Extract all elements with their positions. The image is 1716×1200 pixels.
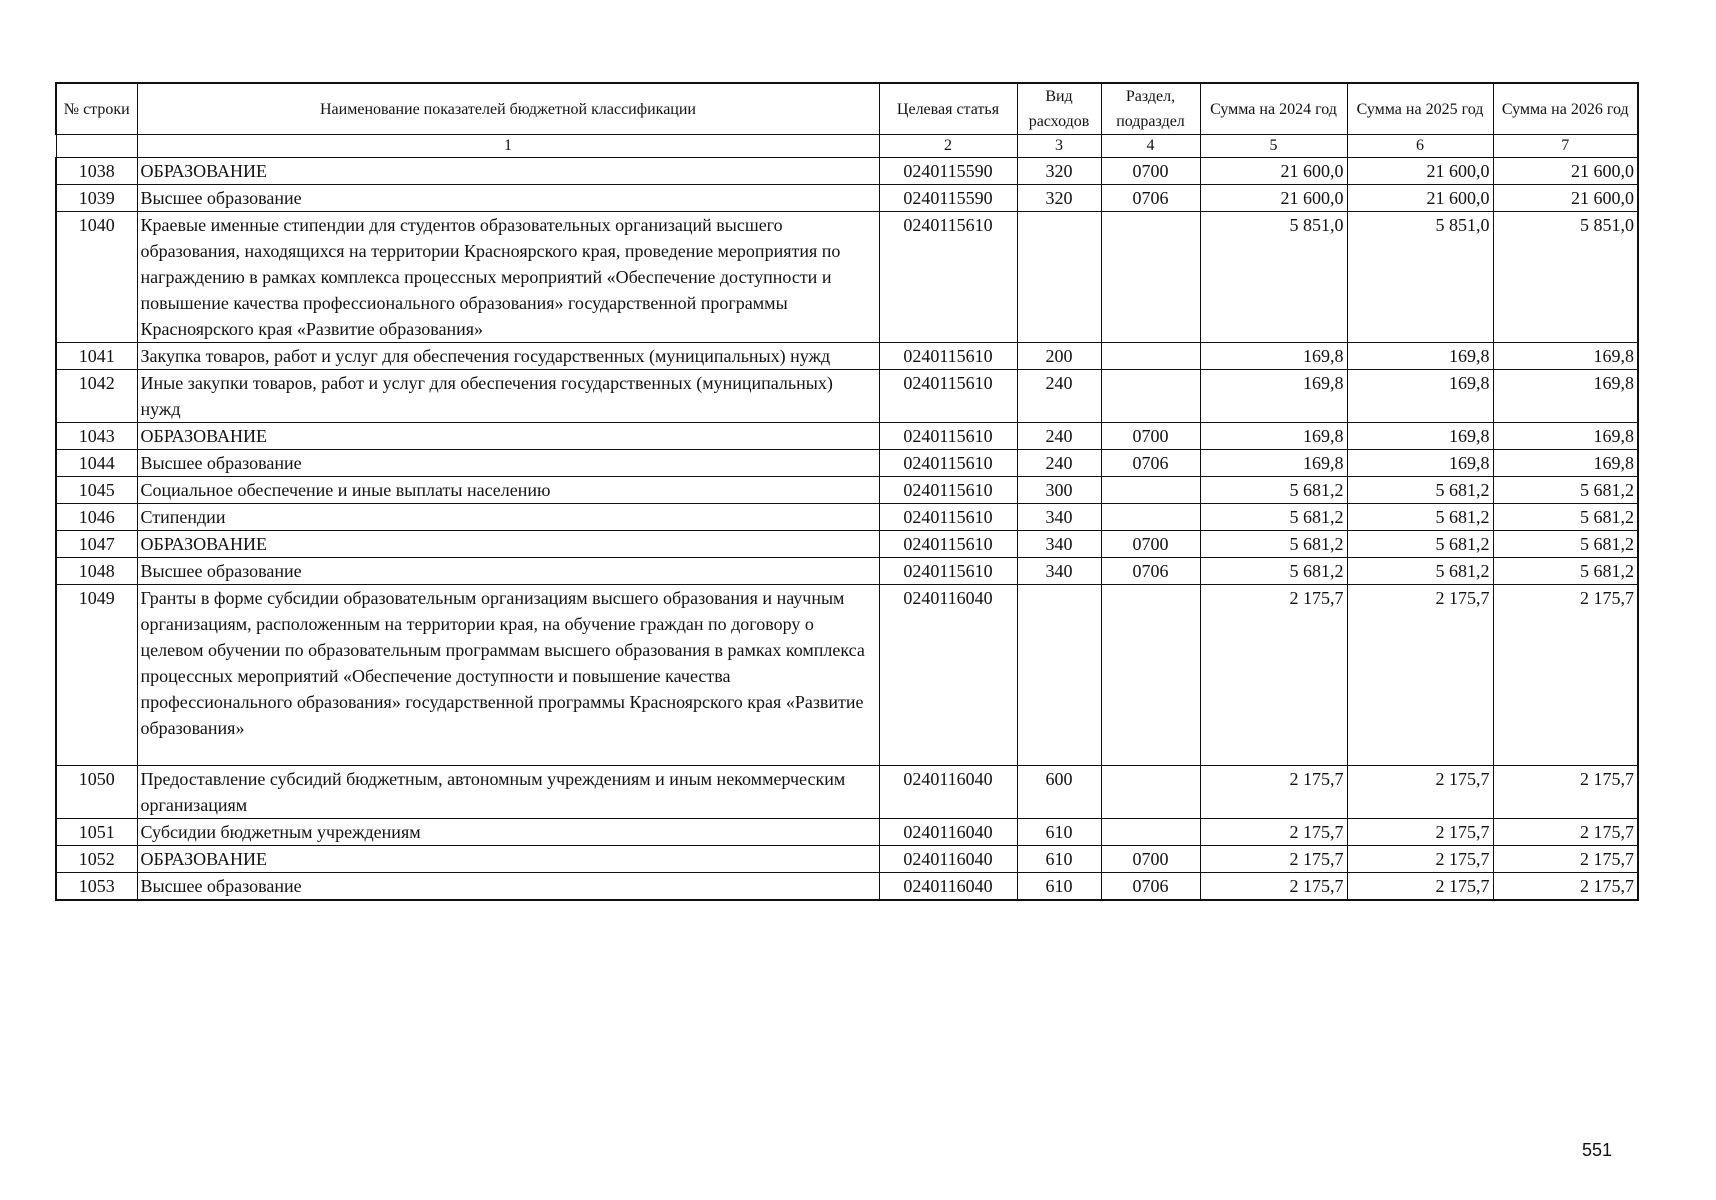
sum-2024-cell: 169,8 — [1200, 423, 1347, 450]
target-article-cell: 0240116040 — [879, 873, 1017, 901]
sum-2026-cell: 21 600,0 — [1493, 158, 1638, 185]
sum-2025-cell: 21 600,0 — [1347, 185, 1493, 212]
sum-2025-cell: 2 175,7 — [1347, 585, 1493, 766]
row-number-cell: 1042 — [56, 370, 137, 423]
sum-2024-cell: 2 175,7 — [1200, 585, 1347, 766]
sum-2025-cell: 5 681,2 — [1347, 558, 1493, 585]
indicator-name-cell: Предоставление субсидий бюджетным, автономным учреждениям и иным некоммерческим организациям — [137, 766, 879, 819]
sum-2025-cell: 169,8 — [1347, 450, 1493, 477]
header-sum-2026: Сумма на 2026 год — [1493, 83, 1638, 135]
sum-2024-cell: 2 175,7 — [1200, 873, 1347, 901]
table-row — [56, 370, 1638, 423]
row-number-cell: 1040 — [56, 212, 137, 343]
section-cell — [1101, 477, 1200, 504]
sum-2026-cell: 5 681,2 — [1493, 477, 1638, 504]
header-sum-2024: Сумма на 2024 год — [1200, 83, 1347, 135]
row-number-cell: 1046 — [56, 504, 137, 531]
column-number: 2 — [879, 135, 1017, 158]
row-number-cell: 1049 — [56, 585, 137, 766]
indicator-name-cell: ОБРАЗОВАНИЕ — [137, 158, 879, 185]
table-row — [56, 558, 1638, 585]
header-vid: Вид расходов — [1017, 83, 1101, 135]
header-razd: Раздел, подраздел — [1101, 83, 1200, 135]
indicator-name-cell: Высшее образование — [137, 558, 879, 585]
target-article-cell: 0240115610 — [879, 370, 1017, 423]
indicator-name-cell: ОБРАЗОВАНИЕ — [137, 423, 879, 450]
row-number-cell: 1047 — [56, 531, 137, 558]
expense-type-cell — [1017, 585, 1101, 766]
column-number: 4 — [1101, 135, 1200, 158]
sum-2025-cell: 169,8 — [1347, 370, 1493, 423]
expense-type-cell: 300 — [1017, 477, 1101, 504]
sum-2025-cell: 21 600,0 — [1347, 158, 1493, 185]
section-cell: 0706 — [1101, 450, 1200, 477]
section-cell: 0700 — [1101, 158, 1200, 185]
indicator-name-cell: Краевые именные стипендии для студентов образовательных организаций высшего образования, находящихся на территории Красноярского края, проведение мероприятия по награждению в рамках комплекса процессных мероприятий «Обеспечение доступности и повышение качества профессионального образования» государственной программы Красноярского края «Развитие образования» — [137, 212, 879, 343]
target-article-cell: 0240116040 — [879, 585, 1017, 766]
row-number-cell: 1039 — [56, 185, 137, 212]
sum-2025-cell: 5 851,0 — [1347, 212, 1493, 343]
expense-type-cell: 340 — [1017, 504, 1101, 531]
section-cell: 0706 — [1101, 185, 1200, 212]
section-cell — [1101, 819, 1200, 846]
expense-type-cell: 240 — [1017, 370, 1101, 423]
table-row — [56, 450, 1638, 477]
row-number-cell: 1050 — [56, 766, 137, 819]
sum-2025-cell: 2 175,7 — [1347, 766, 1493, 819]
row-number-cell: 1043 — [56, 423, 137, 450]
table-row — [56, 531, 1638, 558]
sum-2026-cell: 169,8 — [1493, 423, 1638, 450]
expense-type-cell — [1017, 212, 1101, 343]
table-row — [56, 846, 1638, 873]
sum-2024-cell: 2 175,7 — [1200, 766, 1347, 819]
sum-2026-cell: 169,8 — [1493, 370, 1638, 423]
table-row — [56, 212, 1638, 343]
table-row — [56, 873, 1638, 901]
header-row-no: № строки — [56, 83, 137, 135]
table-row — [56, 477, 1638, 504]
sum-2026-cell: 5 681,2 — [1493, 504, 1638, 531]
section-cell: 0700 — [1101, 531, 1200, 558]
target-article-cell: 0240115610 — [879, 531, 1017, 558]
sum-2024-cell: 21 600,0 — [1200, 158, 1347, 185]
page-number: 551 — [1582, 1140, 1613, 1160]
target-article-cell: 0240115590 — [879, 158, 1017, 185]
sum-2025-cell: 2 175,7 — [1347, 819, 1493, 846]
row-number-cell: 1048 — [56, 558, 137, 585]
sum-2024-cell: 5 681,2 — [1200, 531, 1347, 558]
column-number: 1 — [137, 135, 879, 158]
sum-2024-cell: 5 681,2 — [1200, 558, 1347, 585]
indicator-name-cell: Закупка товаров, работ и услуг для обеспечения государственных (муниципальных) нужд — [137, 343, 879, 370]
expense-type-cell: 600 — [1017, 766, 1101, 819]
expense-type-cell: 340 — [1017, 558, 1101, 585]
indicator-name-cell: Высшее образование — [137, 873, 879, 901]
target-article-cell: 0240115610 — [879, 212, 1017, 343]
sum-2025-cell: 5 681,2 — [1347, 477, 1493, 504]
section-cell — [1101, 212, 1200, 343]
section-cell: 0700 — [1101, 423, 1200, 450]
section-cell: 0706 — [1101, 873, 1200, 901]
sum-2026-cell: 5 681,2 — [1493, 558, 1638, 585]
section-cell: 0700 — [1101, 846, 1200, 873]
sum-2026-cell: 2 175,7 — [1493, 846, 1638, 873]
table-row — [56, 343, 1638, 370]
column-number-empty — [56, 135, 137, 158]
column-number: 7 — [1493, 135, 1638, 158]
sum-2024-cell: 5 681,2 — [1200, 504, 1347, 531]
row-number-cell: 1038 — [56, 158, 137, 185]
table-row — [56, 819, 1638, 846]
row-number-cell: 1052 — [56, 846, 137, 873]
section-cell: 0706 — [1101, 558, 1200, 585]
column-number-row — [56, 135, 1638, 158]
target-article-cell: 0240116040 — [879, 846, 1017, 873]
budget-table — [55, 82, 1639, 901]
sum-2025-cell: 2 175,7 — [1347, 846, 1493, 873]
target-article-cell: 0240115610 — [879, 477, 1017, 504]
target-article-cell: 0240115610 — [879, 423, 1017, 450]
header-code: Целевая статья — [879, 83, 1017, 135]
section-cell — [1101, 370, 1200, 423]
section-cell — [1101, 766, 1200, 819]
table-row — [56, 423, 1638, 450]
sum-2024-cell: 21 600,0 — [1200, 185, 1347, 212]
expense-type-cell: 610 — [1017, 846, 1101, 873]
sum-2024-cell: 169,8 — [1200, 343, 1347, 370]
table-row — [56, 185, 1638, 212]
sum-2026-cell: 169,8 — [1493, 450, 1638, 477]
target-article-cell: 0240115590 — [879, 185, 1017, 212]
sum-2025-cell: 2 175,7 — [1347, 873, 1493, 901]
table-row — [56, 158, 1638, 185]
sum-2025-cell: 169,8 — [1347, 343, 1493, 370]
section-cell — [1101, 343, 1200, 370]
indicator-name-cell: Гранты в форме субсидии образовательным организациям высшего образования и научным организациям, расположенным на территории края, на обучение граждан по договору о целевом обучении по образовательным программам высшего образования в рамках комплекса процессных мероприятий «Обеспечение доступности и повышение качества профессионального образования» государственной программы Красноярского края «Развитие образования» — [137, 585, 879, 766]
expense-type-cell: 240 — [1017, 423, 1101, 450]
indicator-name-cell: Высшее образование — [137, 450, 879, 477]
sum-2024-cell: 5 681,2 — [1200, 477, 1347, 504]
table-row — [56, 585, 1638, 766]
row-number-cell: 1041 — [56, 343, 137, 370]
sum-2026-cell: 2 175,7 — [1493, 585, 1638, 766]
sum-2024-cell: 5 851,0 — [1200, 212, 1347, 343]
row-number-cell: 1053 — [56, 873, 137, 901]
section-cell — [1101, 585, 1200, 766]
column-number: 3 — [1017, 135, 1101, 158]
indicator-name-cell: ОБРАЗОВАНИЕ — [137, 846, 879, 873]
sum-2025-cell: 5 681,2 — [1347, 531, 1493, 558]
sum-2026-cell: 21 600,0 — [1493, 185, 1638, 212]
indicator-name-cell: Субсидии бюджетным учреждениям — [137, 819, 879, 846]
sum-2026-cell: 5 851,0 — [1493, 212, 1638, 343]
header-name: Наименование показателей бюджетной классификации — [137, 83, 879, 135]
row-number-cell: 1051 — [56, 819, 137, 846]
table-row — [56, 504, 1638, 531]
column-number: 5 — [1200, 135, 1347, 158]
target-article-cell: 0240115610 — [879, 450, 1017, 477]
table-row — [56, 766, 1638, 819]
target-article-cell: 0240116040 — [879, 766, 1017, 819]
sum-2026-cell: 2 175,7 — [1493, 766, 1638, 819]
indicator-name-cell: Иные закупки товаров, работ и услуг для обеспечения государственных (муниципальных) нужд — [137, 370, 879, 423]
sum-2026-cell: 169,8 — [1493, 343, 1638, 370]
expense-type-cell: 240 — [1017, 450, 1101, 477]
target-article-cell: 0240115610 — [879, 558, 1017, 585]
target-article-cell: 0240115610 — [879, 343, 1017, 370]
sum-2025-cell: 5 681,2 — [1347, 504, 1493, 531]
expense-type-cell: 340 — [1017, 531, 1101, 558]
header-row — [56, 83, 1638, 135]
expense-type-cell: 610 — [1017, 819, 1101, 846]
expense-type-cell: 200 — [1017, 343, 1101, 370]
sum-2024-cell: 2 175,7 — [1200, 819, 1347, 846]
target-article-cell: 0240116040 — [879, 819, 1017, 846]
indicator-name-cell: Высшее образование — [137, 185, 879, 212]
row-number-cell: 1044 — [56, 450, 137, 477]
section-cell — [1101, 504, 1200, 531]
row-number-cell: 1045 — [56, 477, 137, 504]
expense-type-cell: 320 — [1017, 185, 1101, 212]
sum-2024-cell: 2 175,7 — [1200, 846, 1347, 873]
sum-2026-cell: 2 175,7 — [1493, 819, 1638, 846]
sum-2025-cell: 169,8 — [1347, 423, 1493, 450]
expense-type-cell: 320 — [1017, 158, 1101, 185]
header-sum-2025: Сумма на 2025 год — [1347, 83, 1493, 135]
expense-type-cell: 610 — [1017, 873, 1101, 901]
target-article-cell: 0240115610 — [879, 504, 1017, 531]
indicator-name-cell: ОБРАЗОВАНИЕ — [137, 531, 879, 558]
column-number: 6 — [1347, 135, 1493, 158]
sum-2024-cell: 169,8 — [1200, 450, 1347, 477]
sum-2024-cell: 169,8 — [1200, 370, 1347, 423]
sum-2026-cell: 2 175,7 — [1493, 873, 1638, 901]
indicator-name-cell: Стипендии — [137, 504, 879, 531]
indicator-name-cell: Социальное обеспечение и иные выплаты населению — [137, 477, 879, 504]
sum-2026-cell: 5 681,2 — [1493, 531, 1638, 558]
